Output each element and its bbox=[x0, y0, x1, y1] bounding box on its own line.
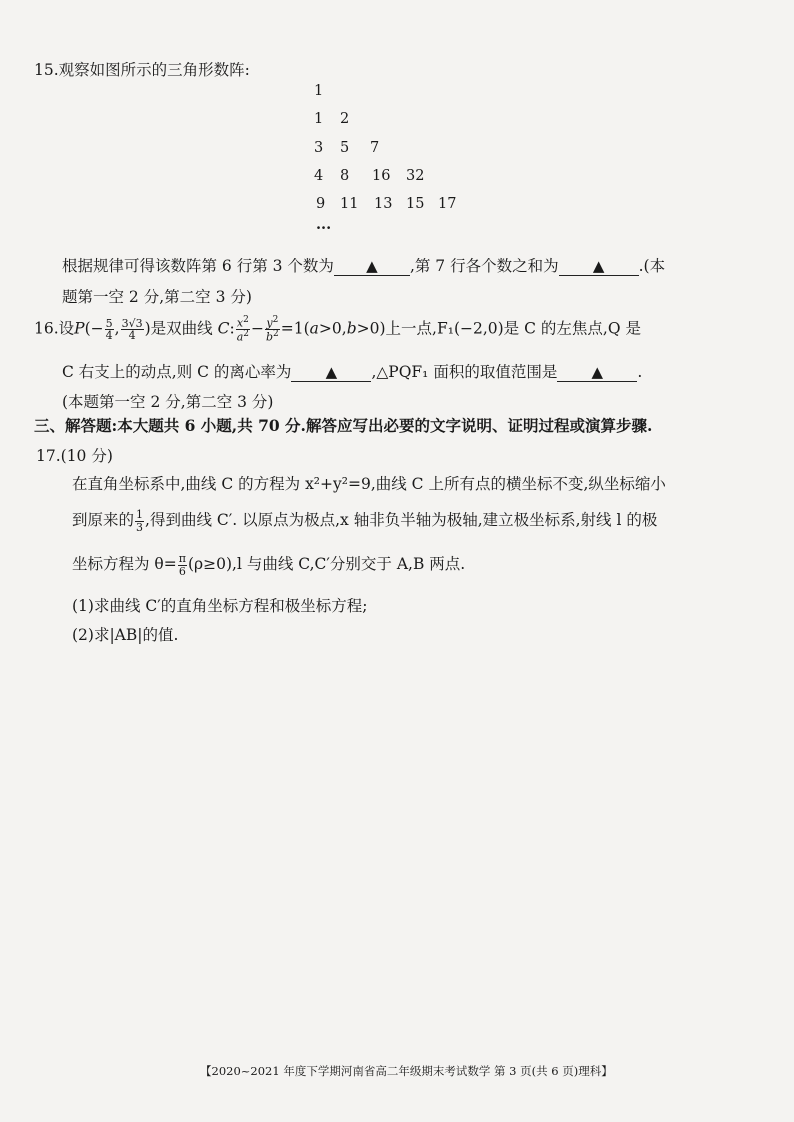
fraction: $\frac{y^2}{b^2}$ bbox=[265, 315, 279, 344]
q17-text: 到原来的 bbox=[72, 511, 135, 529]
answer-blank[interactable] bbox=[559, 257, 639, 276]
q16-number: 16.设 bbox=[34, 319, 75, 338]
q17-line2 bbox=[72, 508, 657, 533]
fraction: $\frac{3√3}{4}$ bbox=[121, 316, 143, 343]
q15-text: .(本 bbox=[638, 257, 666, 275]
q17-part1: (1)求曲线 C′的直角坐标方程和极坐标方程; bbox=[72, 597, 368, 615]
q16-text: 上一点,F₁(−2,0)是 C 的左焦点,Q 是 bbox=[385, 319, 641, 338]
array-cell: 3 bbox=[314, 140, 324, 156]
q15-heading: 15.观察如图所示的三角形数阵: bbox=[34, 61, 250, 79]
triangle-icon: ▲ bbox=[591, 363, 604, 381]
q16-line3: (本题第一空 2 分,第二空 3 分) bbox=[62, 393, 274, 411]
fraction: $\frac{\pi}{6}$ bbox=[178, 551, 186, 578]
answer-blank[interactable] bbox=[557, 363, 637, 382]
q17-line1: 在直角坐标系中,曲线 C 的方程为 x²+y²=9,曲线 C 上所有点的横坐标不变,纵坐标缩小 bbox=[72, 475, 666, 493]
fraction: $\frac{5}{4}$ bbox=[105, 316, 113, 343]
array-cell: 15 bbox=[406, 196, 425, 212]
q17-text: (ρ≥0),l 与曲线 C,C′分别交于 A,B 两点. bbox=[187, 555, 466, 573]
q17-number: 17.(10 分) bbox=[36, 447, 113, 465]
q16-line1: 16.设P(− $\frac{5}{4}$ , $\frac{3√3}{4}$ )是双曲线 C: $\frac{x^2}{a^2}$ − $\frac{y^2}{b^2}$ =1(a>0,b>0)上一点,F₁(−2,0)是 C 的左焦点,Q 是 bbox=[34, 315, 641, 344]
array-cell: 1 bbox=[314, 83, 324, 99]
triangle-icon: ▲ bbox=[366, 257, 378, 275]
q17-part2: (2)求|AB|的值. bbox=[72, 626, 179, 644]
array-cell: 4 bbox=[314, 168, 324, 184]
array-cell: 9 bbox=[316, 196, 326, 212]
q16-text: ,△PQF₁ 面积的取值范围是 bbox=[371, 363, 558, 381]
array-cell: 5 bbox=[340, 140, 350, 156]
q15-line2: 题第一空 2 分,第二空 3 分) bbox=[62, 288, 252, 306]
q17-line3 bbox=[72, 552, 465, 577]
q17-text: ,得到曲线 C′. 以原点为极点,x 轴非负半轴为极轴,建立极坐标系,射线 l 的极 bbox=[145, 511, 658, 529]
q15-text: 根据规律可得该数阵第 6 行第 3 个数为 bbox=[62, 257, 334, 275]
answer-blank[interactable] bbox=[334, 257, 410, 276]
array-cell: 8 bbox=[340, 168, 350, 184]
array-ellipsis: ··· bbox=[316, 220, 332, 237]
page-footer: 【2020~2021 年度下学期河南省高二年级期末考试数学 第 3 页(共 6 页)理科】 bbox=[200, 1064, 613, 1078]
q16-line2 bbox=[62, 360, 642, 382]
array-cell: 2 bbox=[340, 111, 350, 127]
q16-text: C 右支上的动点,则 C 的离心率为 bbox=[62, 363, 292, 381]
array-cell: 16 bbox=[372, 168, 391, 184]
array-cell: 17 bbox=[438, 196, 457, 212]
array-cell: 1 bbox=[314, 111, 324, 127]
q15-text: ,第 7 行各个数之和为 bbox=[409, 257, 559, 275]
array-cell: 7 bbox=[370, 140, 380, 156]
fraction: $\frac{1}{3}$ bbox=[136, 507, 144, 534]
q15-line1 bbox=[62, 254, 665, 276]
fraction: $\frac{x^2}{a^2}$ bbox=[236, 315, 249, 344]
q16-text: . bbox=[637, 363, 643, 381]
array-cell: 32 bbox=[406, 168, 425, 184]
triangle-icon: ▲ bbox=[592, 257, 605, 275]
q17-text: 坐标方程为 θ= bbox=[72, 555, 177, 573]
section-heading: 三、解答题:本大题共 6 小题,共 70 分.解答应写出必要的文字说明、证明过程或演算步骤. bbox=[34, 416, 653, 435]
array-cell: 11 bbox=[340, 196, 359, 212]
triangle-icon: ▲ bbox=[325, 363, 338, 381]
array-cell: 13 bbox=[374, 196, 393, 212]
answer-blank[interactable] bbox=[291, 363, 371, 382]
